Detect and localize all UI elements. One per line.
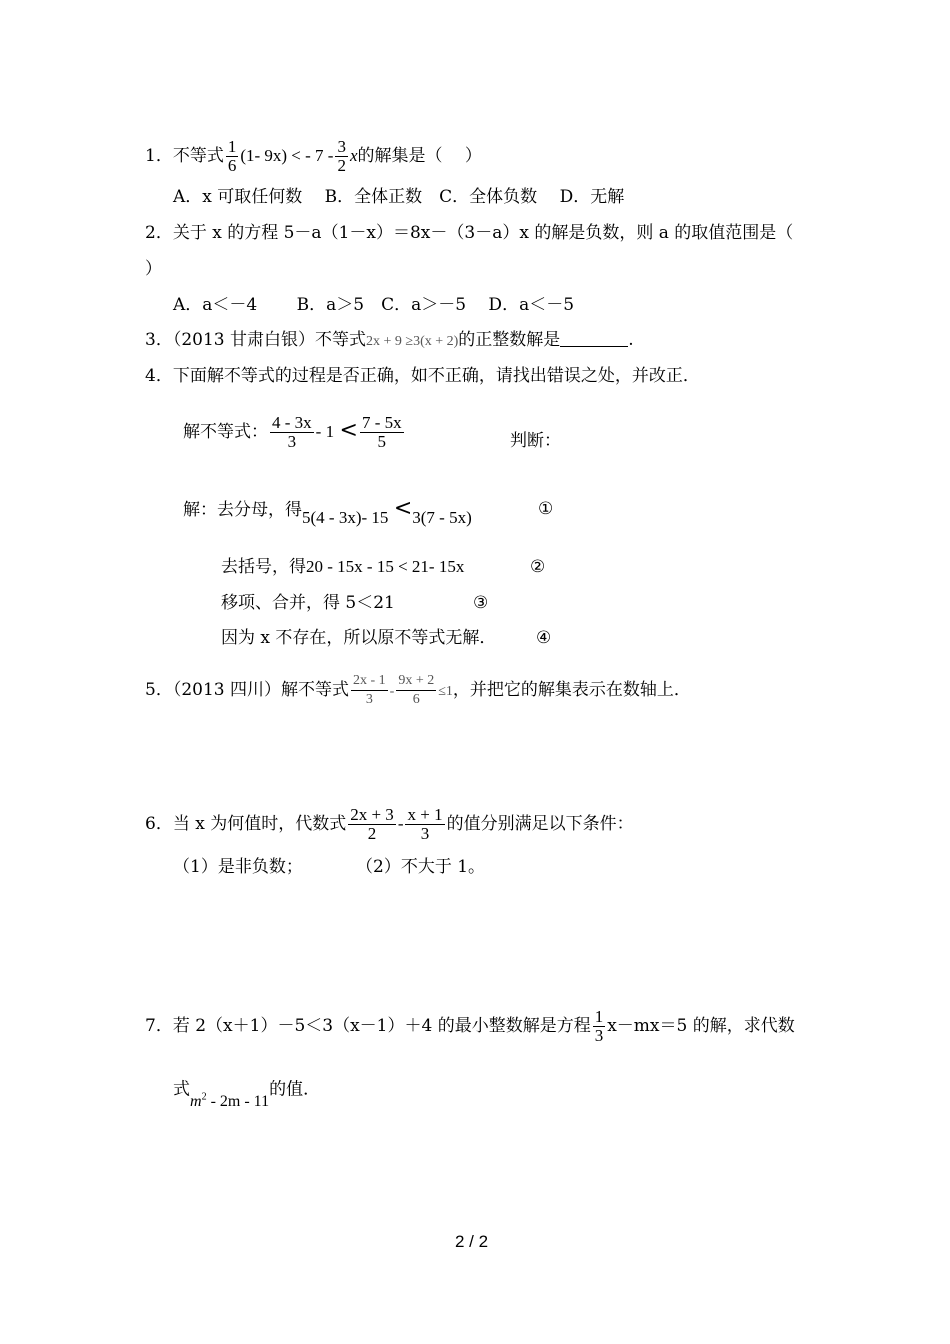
q1-number: 1． (145, 146, 173, 166)
q3-prefix: 3．（2013 甘肃白银）不等式 (145, 330, 366, 350)
q4-frac-a-den: 3 (270, 432, 314, 451)
q4-frac-a (270, 414, 314, 451)
q7-frac-num: 1 (594, 1007, 604, 1026)
q4-step1 (183, 496, 472, 527)
q5-frac-b (396, 672, 436, 709)
q4-frac-b-num: 7 - 5x (361, 413, 402, 432)
q5-suffix: ，并把它的解集表示在数轴上． (452, 680, 691, 700)
q7-expr-rest: - 2m - 11 (206, 1093, 270, 1111)
q4-solve-label: 解不等式： (183, 422, 268, 442)
q4-step3: 移项、合并，得 5＜21 (221, 593, 395, 613)
q1-frac-b-num: 3 (337, 137, 346, 156)
q1-frac-a-den: 6 (227, 156, 237, 175)
q5-frac-b-den: 6 (396, 690, 436, 709)
q5-line (145, 672, 691, 709)
q7-line2-prefix: 式 (173, 1079, 190, 1100)
q3-suffix: 的正整数解是 (458, 330, 561, 350)
q7-prefix: 7．若 2（x＋1）－5＜3（x－1）＋4 的最小整数解是方程 (145, 1016, 591, 1036)
q1-options: A．x 可取任何数 B．全体正数 C．全体负数 D．无解 (173, 187, 625, 207)
q4-step1-mark: ① (538, 499, 554, 519)
q6-frac-a-den: 2 (348, 824, 396, 843)
q5-frac-b-num: 9x + 2 (398, 673, 435, 688)
q4-step1-expr-a: 5(4 - 3x)- 15 (302, 508, 389, 527)
q4-minus-one: - 1 (315, 422, 335, 441)
q4-step2-expr: 20 - 15x - 15 < 21- 15x (306, 557, 465, 576)
q7-expr-sup: 2 (201, 1092, 207, 1103)
q4-step1-less-than: < (393, 496, 413, 521)
q2-options: A．a＜－4 B．a＞5 C．a＞－5 D．a＜－5 (173, 295, 575, 315)
q4-step2-label: 去括号，得 (221, 557, 306, 577)
q6-frac-a (348, 806, 396, 843)
q6-frac-b (405, 806, 444, 843)
q5-frac-a (351, 672, 388, 709)
q1-frac-a-num: 1 (227, 137, 237, 156)
q6-frac-b-den: 3 (405, 824, 444, 843)
q6-line (145, 806, 634, 843)
q4-step3-mark: ③ (473, 593, 489, 613)
q6-minus: - (397, 814, 404, 833)
q7-line2-suffix: 的值． (269, 1079, 321, 1100)
q1-frac-b-den: 2 (337, 156, 346, 175)
q5-minus: - (389, 684, 395, 699)
q2-line2: ） (145, 259, 162, 279)
q4-line1: 4．下面解不等式的过程是否正确，如不正确，请找出错误之处，并改正． (145, 366, 700, 386)
q5-prefix: 5．（2013 四川）解不等式 (145, 680, 349, 700)
q3-end: . (628, 330, 634, 350)
q4-frac-a-num: 4 - 3x (272, 413, 312, 432)
q1-mid-expr: (1- 9x) < - 7 - (240, 146, 334, 165)
q6-suffix: 的值分别满足以下条件： (446, 814, 634, 834)
q1-var: x (349, 146, 358, 165)
q1-frac-a (226, 138, 239, 175)
q1-line (145, 138, 482, 175)
q4-judge-label: 判断： (510, 431, 561, 451)
q1-prefix: 不等式 (172, 146, 224, 166)
q4-step1-label: 解：去分母，得 (183, 500, 302, 520)
q3-answer-blank[interactable] (560, 330, 628, 347)
q2-line1: 2．关于 x 的方程 5－a（1－x）＝8x－（3－a）x 的解是负数，则 a 的取值范围是（ (145, 223, 794, 243)
q6-prefix: 6．当 x 为何值时，代数式 (145, 814, 347, 834)
q5-le-one: ≤1 (438, 684, 453, 699)
q7-expr-m: m (190, 1093, 202, 1111)
q1-suffix: 的解集是（ ） (357, 146, 482, 166)
q1-frac-b (335, 138, 348, 175)
q4-frac-b-den: 5 (360, 432, 404, 451)
q6-sub1: （1）是非负数； (173, 857, 303, 877)
q5-frac-a-num: 2x - 1 (352, 673, 386, 688)
q6-frac-a-num: 2x + 3 (350, 805, 394, 824)
q7-suffix: x－mx＝5 的解，求代数 (607, 1016, 795, 1036)
q5-frac-a-den: 3 (351, 690, 388, 709)
q3-inequality: 2x + 9 ≥3(x + 2) (365, 334, 459, 349)
q4-frac-b (360, 414, 404, 451)
q7-frac (593, 1008, 606, 1045)
q4-inequality-line (183, 414, 406, 451)
q6-frac-b-num: x + 1 (407, 805, 443, 824)
q7-line1 (145, 1008, 795, 1045)
q7-frac-den: 3 (594, 1026, 604, 1045)
q7-expression (190, 1093, 269, 1110)
q4-step2 (221, 556, 464, 578)
q4-step1-expr-b: 3(7 - 5x) (412, 508, 472, 527)
q7-line2 (173, 1075, 321, 1111)
q3-line (145, 329, 634, 353)
q4-step4: 因为 x 不存在，所以原不等式无解． (221, 628, 497, 648)
q4-less-than: < (339, 418, 358, 443)
page-number: 2 / 2 (455, 1232, 489, 1251)
q4-step2-mark: ② (530, 557, 546, 577)
q6-sub2: （2）不大于 1。 (356, 857, 486, 877)
q4-step4-mark: ④ (536, 628, 552, 648)
